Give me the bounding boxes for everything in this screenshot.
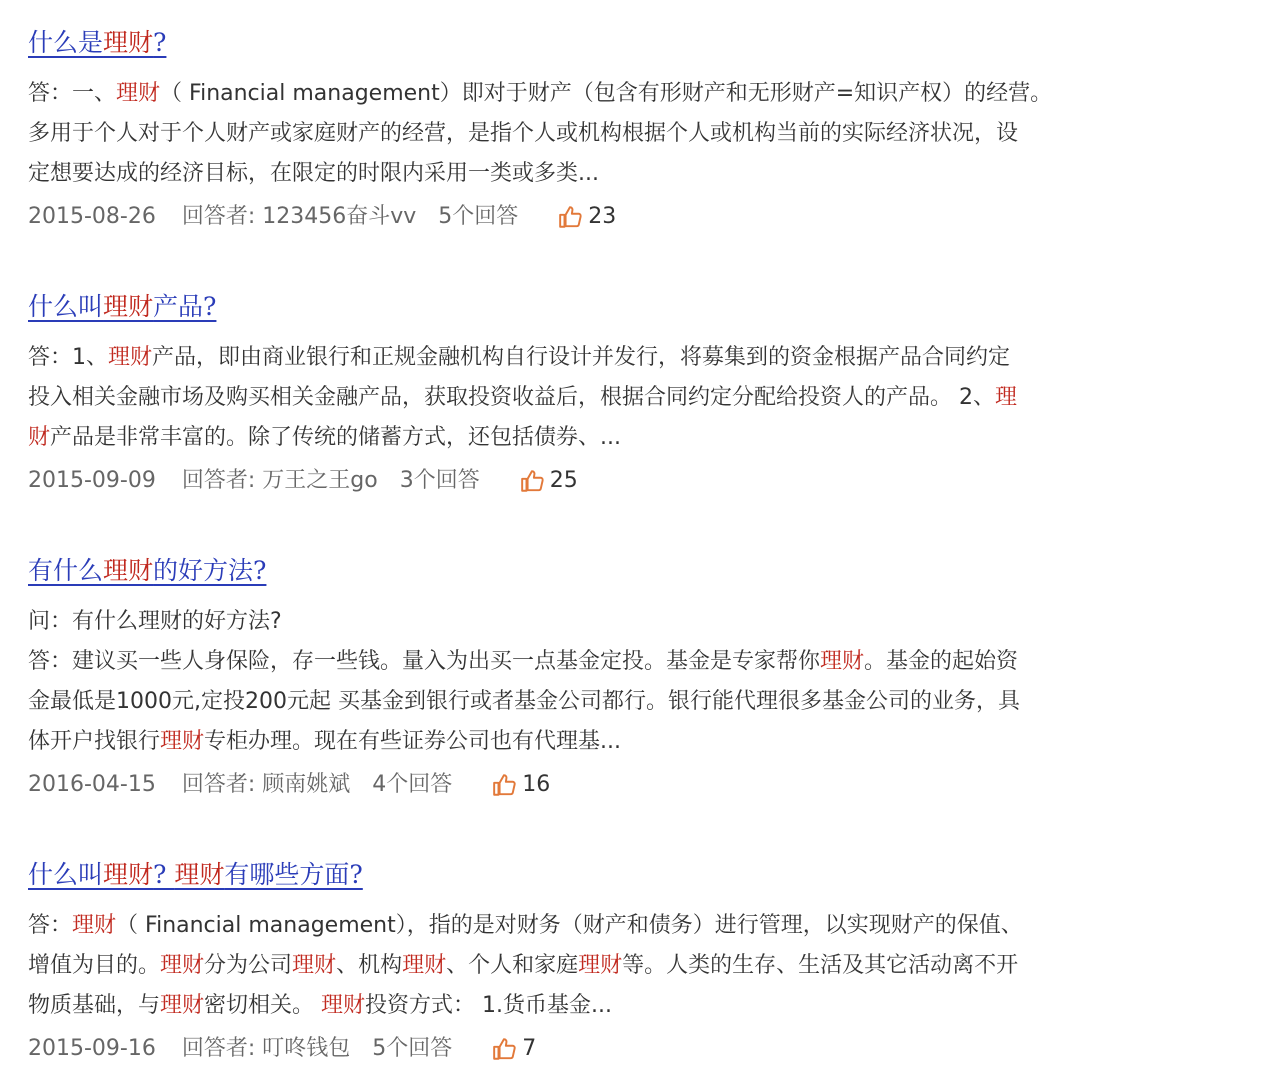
highlight-keyword: 理财 [72,913,117,938]
result-meta [28,762,1228,808]
result-meta [28,458,1228,504]
answer-count[interactable]: 4个回答 [372,772,453,797]
snippet-line [28,946,1228,986]
snippet-text: 分为公司 [204,953,293,978]
snippet-text: 有哪些方面? [224,860,363,889]
snippet-text: ? [153,860,175,889]
result-answerer[interactable]: 回答者: 123456奋斗vv [181,204,417,229]
snippet-line [28,114,1228,154]
snippet-line [28,986,1228,1026]
snippet-text: 投资方式： 1.货币基金... [365,993,613,1018]
answer-count[interactable]: 5个回答 [438,204,519,229]
snippet-text: 投入相关金融市场及购买相关金融产品，获取投资收益后，根据合同约定分配给投资人的产品。 2、 [28,385,995,410]
snippet-line [28,74,1228,114]
result-title-link[interactable] [28,854,373,896]
highlight-keyword: 理财 [160,993,205,1018]
highlight-keyword: 理财 [108,345,153,370]
result-snippet [28,74,1228,194]
title-underline-tail [166,28,176,57]
like-button[interactable] [558,194,616,240]
snippet-text: 专柜办理。现在有些证券公司也有代理基... [204,729,622,754]
highlight-keyword: 理财 [402,953,447,978]
result-item [28,854,1228,1072]
result-answerer[interactable]: 回答者: 顾南姚斌 [181,772,351,797]
snippet-text: 金最低是1000元,定投200元起 买基金到银行或者基金公司都行。银行能代理很多基金公司的业务，具 [28,689,1020,714]
result-snippet [28,906,1228,1026]
result-date: 2015-09-16 [28,1036,156,1061]
snippet-line [28,722,1228,762]
snippet-text: 答：一、 [28,81,117,106]
highlight-keyword: 理财 [820,649,865,674]
result-title-link[interactable] [28,550,276,592]
result-answerer[interactable]: 回答者: 万王之王go [181,468,378,493]
like-button[interactable] [520,458,578,504]
snippet-text: 定想要达成的经济目标，在限定的时限内采用一类或多类... [28,161,599,186]
snippet-text: 产品，即由商业银行和正规金融机构自行设计并发行，将募集到的资金根据产品合同约定 [152,345,1011,370]
snippet-text: 、个人和家庭 [446,953,579,978]
result-date: 2015-09-09 [28,468,156,493]
like-count: 23 [588,204,617,229]
snippet-text: （ Financial management）即对于财产（包含有形财产和无形财产=知识产权）的经营。 [160,81,1053,106]
snippet-line [28,642,1228,682]
result-title-link[interactable] [28,286,226,328]
snippet-line [28,154,1228,194]
highlight-keyword: 理财 [292,953,337,978]
snippet-text: ? [153,28,167,57]
highlight-keyword: 理财 [174,860,225,889]
snippet-text: 密切相关。 [204,993,322,1018]
result-item [28,286,1228,504]
snippet-line [28,682,1228,722]
highlight-keyword: 理财 [160,953,205,978]
highlight-keyword: 理财 [103,860,154,889]
snippet-text: 产品是非常丰富的。除了传统的储蓄方式，还包括债券、... [50,425,621,450]
result-snippet [28,602,1228,762]
snippet-text: 答：1、 [28,345,108,370]
snippet-text: 、机构 [336,953,403,978]
thumbs-up-icon [492,1036,518,1062]
thumbs-up-icon [558,204,584,230]
like-count: 25 [549,468,578,493]
highlight-keyword: 理财 [578,953,623,978]
snippet-text: 什么叫 [28,860,104,889]
snippet-line [28,602,1228,642]
title-underline-tail [266,556,276,585]
result-answerer[interactable]: 回答者: 叮咚钱包 [181,1036,351,1061]
title-underline-tail [216,292,226,321]
snippet-line [28,906,1228,946]
snippet-text: 的好方法? [153,556,267,585]
highlight-keyword: 理财 [160,729,205,754]
highlight-keyword: 理财 [103,556,154,585]
title-underline-tail [363,860,373,889]
result-item [28,22,1228,240]
answer-count[interactable]: 5个回答 [372,1036,453,1061]
result-snippet [28,338,1228,458]
result-date: 2016-04-15 [28,772,156,797]
like-button[interactable] [492,1026,536,1072]
like-count: 16 [522,772,551,797]
snippet-text: 物质基础，与 [28,993,161,1018]
snippet-line [28,378,1228,418]
snippet-text: 答： [28,913,73,938]
thumbs-up-icon [492,772,518,798]
snippet-text: 增值为目的。 [28,953,161,978]
snippet-text: 等。人类的生存、生活及其它活动离不开 [622,953,1019,978]
snippet-text: 有什么 [28,556,104,585]
snippet-text: 什么叫 [28,292,104,321]
like-count: 7 [522,1036,537,1061]
answer-count[interactable]: 3个回答 [399,468,480,493]
result-meta [28,194,1228,240]
snippet-line [28,418,1228,458]
snippet-text: （ Financial management），指的是对财务（财产和债务）进行管理，以实现财产的保值、 [116,913,1023,938]
highlight-keyword: 理财 [103,28,154,57]
snippet-text: 产品? [153,292,217,321]
snippet-text: 问：有什么理财的好方法? [28,609,282,634]
result-item [28,550,1228,808]
result-meta [28,1026,1228,1072]
highlight-keyword: 理财 [321,993,366,1018]
highlight-keyword: 理财 [116,81,161,106]
highlight-keyword: 财 [28,425,51,450]
result-title-link[interactable] [28,22,176,64]
snippet-text: 体开户找银行 [28,729,161,754]
thumbs-up-icon [520,468,546,494]
result-date: 2015-08-26 [28,204,156,229]
like-button[interactable] [492,762,550,808]
snippet-text: 什么是 [28,28,104,57]
snippet-text: 多用于个人对于个人财产或家庭财产的经营，是指个人或机构根据个人或机构当前的实际经济状况，设 [28,121,1019,146]
snippet-line [28,338,1228,378]
snippet-text: 。基金的起始资 [864,649,1019,674]
highlight-keyword: 理财 [103,292,154,321]
highlight-keyword: 理 [995,385,1018,410]
snippet-text: 答：建议买一些人身保险，存一些钱。量入为出买一点基金定投。基金是专家帮你 [28,649,821,674]
